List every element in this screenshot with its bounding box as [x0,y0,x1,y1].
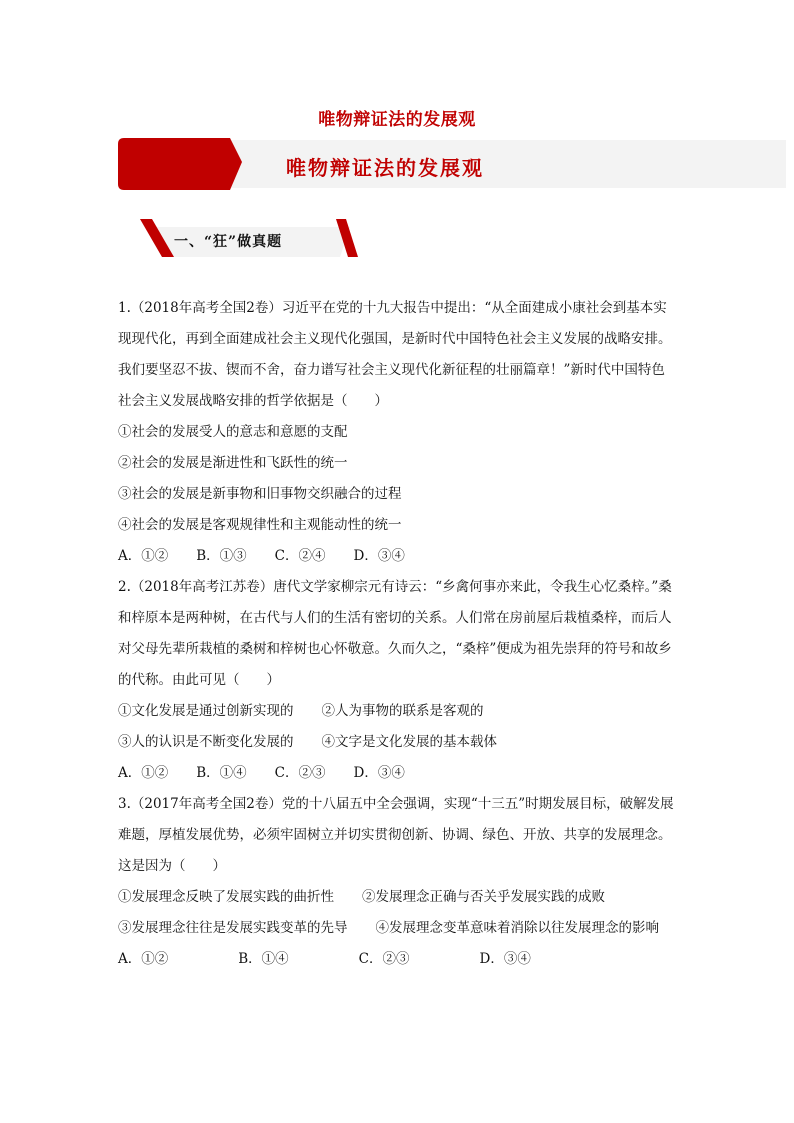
choice-b: B．①③ [196,548,247,564]
question-3-option-row [118,882,678,913]
choice-c: C．②④ [274,548,326,564]
question-3-option: ②发展理念正确与否关乎发展实践的成败 [362,889,605,905]
question-3-option-row [118,913,678,944]
section-title: 一、“狂”做真题 [174,234,283,250]
question-3-stem: 3.（2017年高考全国2卷）党的十八届五中全会强调，实现“十三五”时期发展目标，破解发展难题，厚植发展优势，必须牢固树立并切实贯彻创新、协调、绿色、开放、共享的发展理念。这是因为（ ） [118,796,674,874]
question-2-option: ②人为事物的联系是客观的 [321,703,484,719]
choice-d: D．③④ [353,548,405,564]
question-2-stem: 2.（2018年高考江苏卷）唐代文学家柳宗元有诗云：“乡禽何事亦来此，令我生心忆桑梓。”桑和梓原本是两种树，在古代与人们的生活有密切的关系。人们常在房前屋后栽植桑梓，而后人对父母先辈所栽植的桑树和梓树也心怀敬意。久而久之，“桑梓”便成为祖先崇拜的符号和故乡的代称。由此可见（ ） [118,579,672,688]
choice-b: B．①④ [238,951,289,967]
question-2-option: ③人的认识是不断变化发展的 [118,734,294,750]
question-3-option: ①发展理念反映了发展实践的曲折性 [118,889,334,905]
choice-a: A．①② [118,765,169,781]
question-2-option: ①文化发展是通过创新实现的 [118,703,294,719]
choice-c: C．②③ [358,951,410,967]
choice-a: A．①② [118,548,169,564]
question-2-option: ④文字是文化发展的基本载体 [321,734,497,750]
question-1-stem: 1.（2018年高考全国2卷）习近平在党的十九大报告中提出：“从全面建成小康社会到基本实现现代化，再到全面建成社会主义现代化强国，是新时代中国特色社会主义发展的战略安排。我们要坚忍不拔、锲而不舍，奋力谱写社会主义现代化新征程的壮丽篇章！”新时代中国特色社会主义发展战略安排的哲学依据是（ ） [118,300,672,409]
question-1-option: ③社会的发展是新事物和旧事物交织融合的过程 [118,486,402,502]
question-2-option-row [118,696,678,727]
question-3-option: ④发展理念变革意味着消除以往发展理念的影响 [375,920,659,936]
question-1-option: ④社会的发展是客观规律性和主观能动性的统一 [118,517,402,533]
page-title: 唯物辩证法的发展观 [318,110,476,130]
question-1-option: ②社会的发展是渐进性和飞跃性的统一 [118,455,348,471]
banner-title: 唯物辩证法的发展观 [286,156,484,180]
question-3-choices [118,944,678,975]
question-3-option: ③发展理念往往是发展实践变革的先导 [118,920,348,936]
question-2-option-row [118,727,678,758]
title-banner [118,138,786,190]
choice-d: D．③④ [353,765,405,781]
question-1-option: ①社会的发展受人的意志和意愿的支配 [118,424,348,440]
question-list [118,293,678,975]
question-1-choices [118,541,678,572]
choice-c: C．②③ [274,765,326,781]
choice-d: D．③④ [479,951,531,967]
choice-b: B．①④ [196,765,247,781]
section-tab [140,217,360,263]
choice-a: A．①② [118,951,169,967]
question-2-choices [118,758,678,789]
